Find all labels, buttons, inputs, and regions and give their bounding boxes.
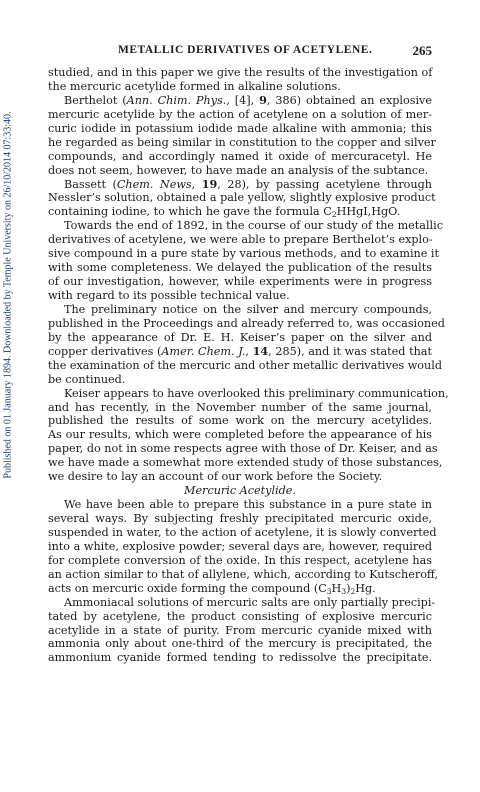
text-line: containing iodine, to which he gave the formula $C_2HHgI,HgO$. bbox=[48, 205, 401, 220]
text-line: and has recently, in the November number of the same journal, bbox=[48, 400, 432, 414]
text-line: The preliminary notice on the silver and mercury compounds, bbox=[64, 302, 432, 316]
text-line: ammonia only about one-third of the mercury is precipitated, the bbox=[48, 637, 432, 651]
text-line: sive compound in a pure state by various methods, and to examine it bbox=[48, 247, 439, 261]
text-line: an action similar to that of allylene, which, according to Kutscheroff, bbox=[48, 567, 439, 581]
text-line: the examination of the mercuric and other metallic derivatives would bbox=[48, 358, 442, 372]
text-line: be continued. bbox=[48, 372, 126, 386]
text-line: by the appearance of Dr. E. H. Keiser’s paper on the silver and bbox=[48, 330, 432, 344]
text-line: does not seem, however, to have made an analysis of the subtance. bbox=[48, 163, 429, 177]
text-line: As our results, which were completed before the appearance of his bbox=[48, 428, 432, 442]
text-line: several ways. By subjecting freshly precipitated mercuric oxide, bbox=[48, 512, 432, 525]
text-line: with regard to its possible technical value. bbox=[48, 289, 290, 302]
download-watermark: Published on 01 January 1894. Downloaded by Temple University on 26/10/2014 07:33:40. bbox=[2, 111, 14, 479]
text-line: he regarded as being similar in constitution to the copper and silver bbox=[48, 135, 436, 149]
text-line: of our investigation, however, while experiments were in progress bbox=[48, 275, 432, 289]
text-line: for complete conversion of the oxide. In this respect, acetylene has bbox=[48, 553, 432, 567]
page-number: 265 bbox=[412, 43, 432, 58]
text-line: acts on mercuric oxide forming the compound $(C_3H_3)_2Hg$. bbox=[48, 581, 376, 596]
text-line: Towards the end of 1892, in the course of our study of the metallic bbox=[64, 219, 443, 233]
text-line: Ammoniacal solutions of mercuric salts are only partially precipi- bbox=[64, 595, 436, 609]
text-line: We have been able to prepare this substance in a pure state in bbox=[64, 498, 432, 512]
text-line: compounds, and accordingly named it oxide of mercuracetyl. He bbox=[48, 149, 432, 163]
text-line: we have made a somewhat more extended study of those substances, bbox=[48, 456, 443, 470]
text-line: published in the Proceedings and already referred to, was occasioned bbox=[48, 316, 445, 330]
text-line: Nessler’s solution, obtained a pale yellow, slightly explosive product bbox=[48, 191, 436, 205]
text-line: into a white, explosive powder; several days are, however, required bbox=[48, 539, 432, 553]
text-line: with some completeness. We delayed the publication of the results bbox=[48, 261, 432, 275]
text-line: published the results of some work on the mercury acetylides. bbox=[48, 414, 432, 428]
page-header bbox=[48, 44, 432, 60]
text-line: ammonium cyanide formed tending to redissolve the precipitate. bbox=[48, 651, 432, 665]
text-line: curic iodide in potassium iodide made alkaline with ammonia; this bbox=[48, 121, 432, 135]
text-line: tated by acetylene, the product consisting of explosive mercuric bbox=[48, 609, 432, 623]
article-body bbox=[48, 66, 449, 665]
text-line: derivatives of acetylene, we were able to prepare Berthelot’s explo- bbox=[48, 233, 433, 247]
text-line: studied, and in this paper we give the results of the investigation of bbox=[48, 66, 433, 79]
text-line: acetylide in a state of purity. From mercuric cyanide mixed with bbox=[48, 623, 432, 637]
text-line: mercuric acetylide by the action of acetylene on a solution of mer- bbox=[48, 107, 432, 121]
text-line: paper, do not in some respects agree with those of Dr. Keiser, and as bbox=[48, 442, 438, 456]
running-title: METALLIC DERIVATIVES OF ACETYLENE. bbox=[118, 44, 373, 56]
text-line: the mercuric acetylide formed in alkaline solutions. bbox=[48, 79, 341, 93]
text-line: Berthelot (Ann. Chim. Phys., [4], 9, 386) obtained an explosive bbox=[64, 92, 432, 107]
text-line: we desire to lay an account of our work before the Society. bbox=[48, 470, 383, 484]
section-heading: Mercuric Acetylide. bbox=[184, 484, 296, 498]
text-line: copper derivatives (Amer. Chem. J., 14, 285), and it was stated that bbox=[48, 343, 432, 358]
text-line: Keiser appears to have overlooked this preliminary communication, bbox=[64, 386, 449, 400]
text-line: suspended in water, to the action of acetylene, it is slowly converted bbox=[48, 525, 437, 539]
text-line: Bassett (Chem. News, 19, 28), by passing acetylene through bbox=[64, 176, 432, 191]
